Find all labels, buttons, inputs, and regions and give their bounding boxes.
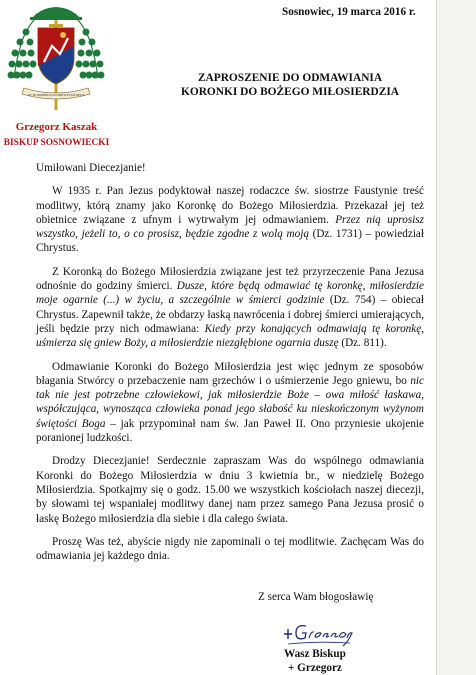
p2-quote-1: Dusze, które będą odmawiać tę koronkę, miłosierdzie moje ogarnie (...) w życiu, a szczególnie w śmierci godzinie (36, 280, 425, 307)
paragraph-1 (36, 184, 424, 255)
p2-quote-2: Kiedy przy konających odmawiają tę koronkę, uśmierza się gniew Boży, a miłosierdzie niezgłębione ogarnia duszę (36, 322, 425, 350)
paragraph-5: Proszę Was też, abyście nigdy nie zapominali o tej modlitwie. Zachęcam Was do odmawiania jej każdego dnia. (36, 535, 424, 563)
p2-text-end: (Dz. 811). (338, 337, 387, 350)
paragraph-4: Drodzy Diecezjanie! Serdecznie zapraszam Was do wspólnego odmawiania Koronki do Bożego Miłosierdzia w dniu 3 kwietnia br., w niedzielę Bożego Miłosierdzia. Spotkajmy się o godz. 15.00 we wszystkich kościołach naszej diecezji, by słowami tej wspaniałej modlitwy danej nam przez samego Pana Jezusa prosić o łaskę Bożego miłosierdzia dla siebie i dla całego świata. (36, 455, 424, 525)
bishop-see: BISKUP SOSNOWIECKI (3, 138, 110, 148)
greeting: Umiłowani Diecezjanie! (36, 162, 146, 174)
closing-salutation: Z serca Wam błogosławię (258, 591, 374, 603)
p3-quote: nic tak nie jest potrzebne człowiekowi, jak miłosierdzie Boże – owa miłość łaskawa, współczująca, wynosząca człowieka ponad jego słabość ku nieskończonym wyżynom świętości Boga (36, 374, 424, 430)
signature-name: + Grzegorz (288, 662, 342, 674)
p2-text-mid: (Dz. 754) – obiecał Chrystus. Zapewnił także, że obdarzy łaską nawrócenia i dobrej śmierci umierających, jeśli będzie przy nich odmawiana: (36, 294, 425, 335)
title-line-1: ZAPROSZENIE DO ODMAWIANIA (197, 72, 383, 84)
p1-text-end: (Dz. 1731) – powiedział Chrystus. (36, 228, 425, 255)
p3-text-end: – jak przypominał nam św. Jan Paweł II. Ono przyniesie ukojenie poranionej ludzkości. (36, 417, 424, 445)
paragraph-2 (36, 265, 424, 351)
title-line-2: KORONKI DO BOŻEGO MIŁOSIERDZIA (180, 86, 400, 98)
letter-title (150, 71, 430, 99)
signature-title: Wasz Biskup (284, 648, 346, 660)
p1-text: W 1935 r. Pan Jezus podyktował naszej rodaczce św. siostrze Faustynie treść modlitwy, którą znamy jako Koronkę do Bożego Miłosierdzia. Przekazał jej też obietnice związane z ufnym i wytrwałym jej odmawianiem. (36, 185, 424, 226)
place-date: Sosnowiec, 19 marca 2016 r. (282, 6, 416, 18)
p2-text: Z Koronką do Bożego Miłosierdzia związane jest też przyrzeczenie Pana Jezusa odnośnie do godziny śmierci. (36, 265, 424, 293)
handwritten-signature (278, 614, 358, 648)
bishop-name: Grzegorz Kaszak (15, 121, 98, 133)
p1-quote: Przez nią uprosisz wszystko, jeżeli to, o co prosisz, będzie zgodne z wolą moją (36, 213, 424, 241)
paragraph-3 (36, 360, 424, 446)
coat-of-arms-icon (6, 2, 106, 114)
p3-text: Odmawianie Koronki do Bożego Miłosierdzia jest więc jednym ze sposobów błagania Stwórcy o przebaczenie nam grzechów i o uśmierzenie Jego gniewu, bo (36, 360, 424, 387)
svg-text:UT IN OMNIBUS GLORIFICETUR DEU: UT IN OMNIBUS GLORIFICETUR DEUS (27, 93, 85, 97)
letter-body (36, 161, 424, 572)
